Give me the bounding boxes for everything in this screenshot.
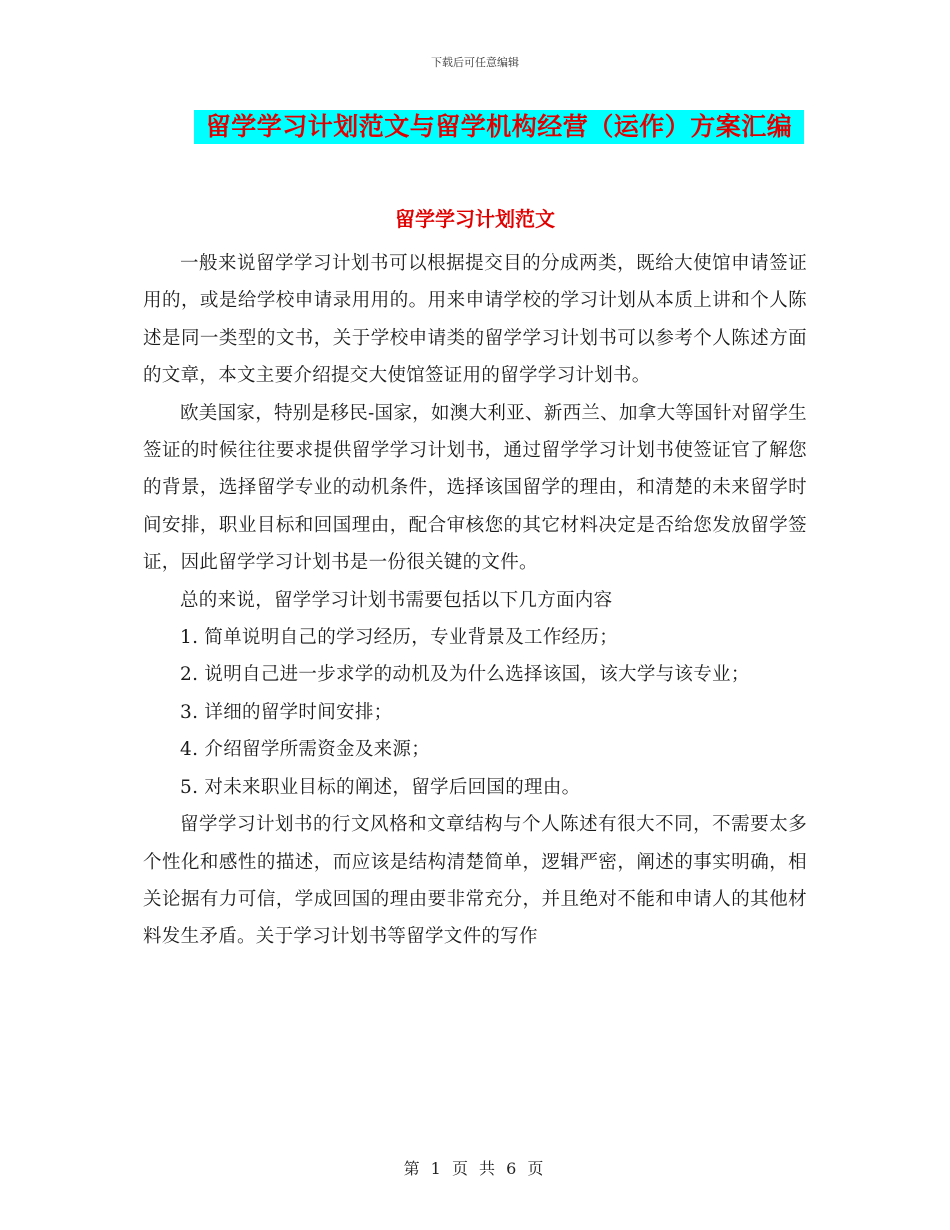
- list-item: 1. 简单说明自己的学习经历，专业背景及工作经历；: [180, 627, 619, 649]
- body-text: [143, 245, 807, 956]
- list-item: 5. 对未来职业目标的阐述，留学后回国的理由。: [180, 776, 581, 798]
- header-note: 下载后可任意编辑: [431, 56, 519, 69]
- paragraph: 总的来说，留学学习计划书需要包括以下几方面内容: [180, 589, 613, 611]
- list-item: 3. 详细的留学时间安排；: [180, 701, 393, 723]
- section-heading: 留学学习计划范文: [395, 207, 555, 231]
- paragraph: 一般来说留学学习计划书可以根据提交目的分成两类，既给大使馆申请签证用的，或是给学校申请录用用的。用来申请学校的学习计划从本质上讲和个人陈述是同一类型的文书，关于学校申请类的留学学习计划书可以参考个人陈述方面的文章，本文主要介绍提交大使馆签证用的留学学习计划书。: [143, 253, 807, 387]
- document-title: 留学学习计划范文与留学机构经营（运作）方案汇编: [194, 110, 804, 144]
- paragraph: 留学学习计划书的行文风格和文章结构与个人陈述有很大不同，不需要太多个性化和感性的描述，而应该是结构清楚简单，逻辑严密，阐述的事实明确，相关论据有力可信，学成回国的理由要非常充分，并且绝对不能和申请人的其他材料发生矛盾。关于学习计划书等留学文件的写作: [143, 814, 807, 948]
- list-item: 2. 说明自己进一步求学的动机及为什么选择该国，该大学与该专业；: [180, 664, 750, 686]
- list-item: 4. 介绍留学所需资金及来源；: [180, 739, 431, 761]
- paragraph: 欧美国家，特别是移民-国家，如澳大利亚、新西兰、加拿大等国针对留学生签证的时候往往要求提供留学学习计划书，通过留学学习计划书使签证官了解您的背景，选择留学专业的动机条件，选择该国留学的理由，和清楚的未来留学时间安排，职业目标和回国理由，配合审核您的其它材料决定是否给您发放留学签证，因此留学学习计划书是一份很关键的文件。: [143, 402, 807, 574]
- page-footer: 第 1 页 共 6 页: [403, 1159, 547, 1178]
